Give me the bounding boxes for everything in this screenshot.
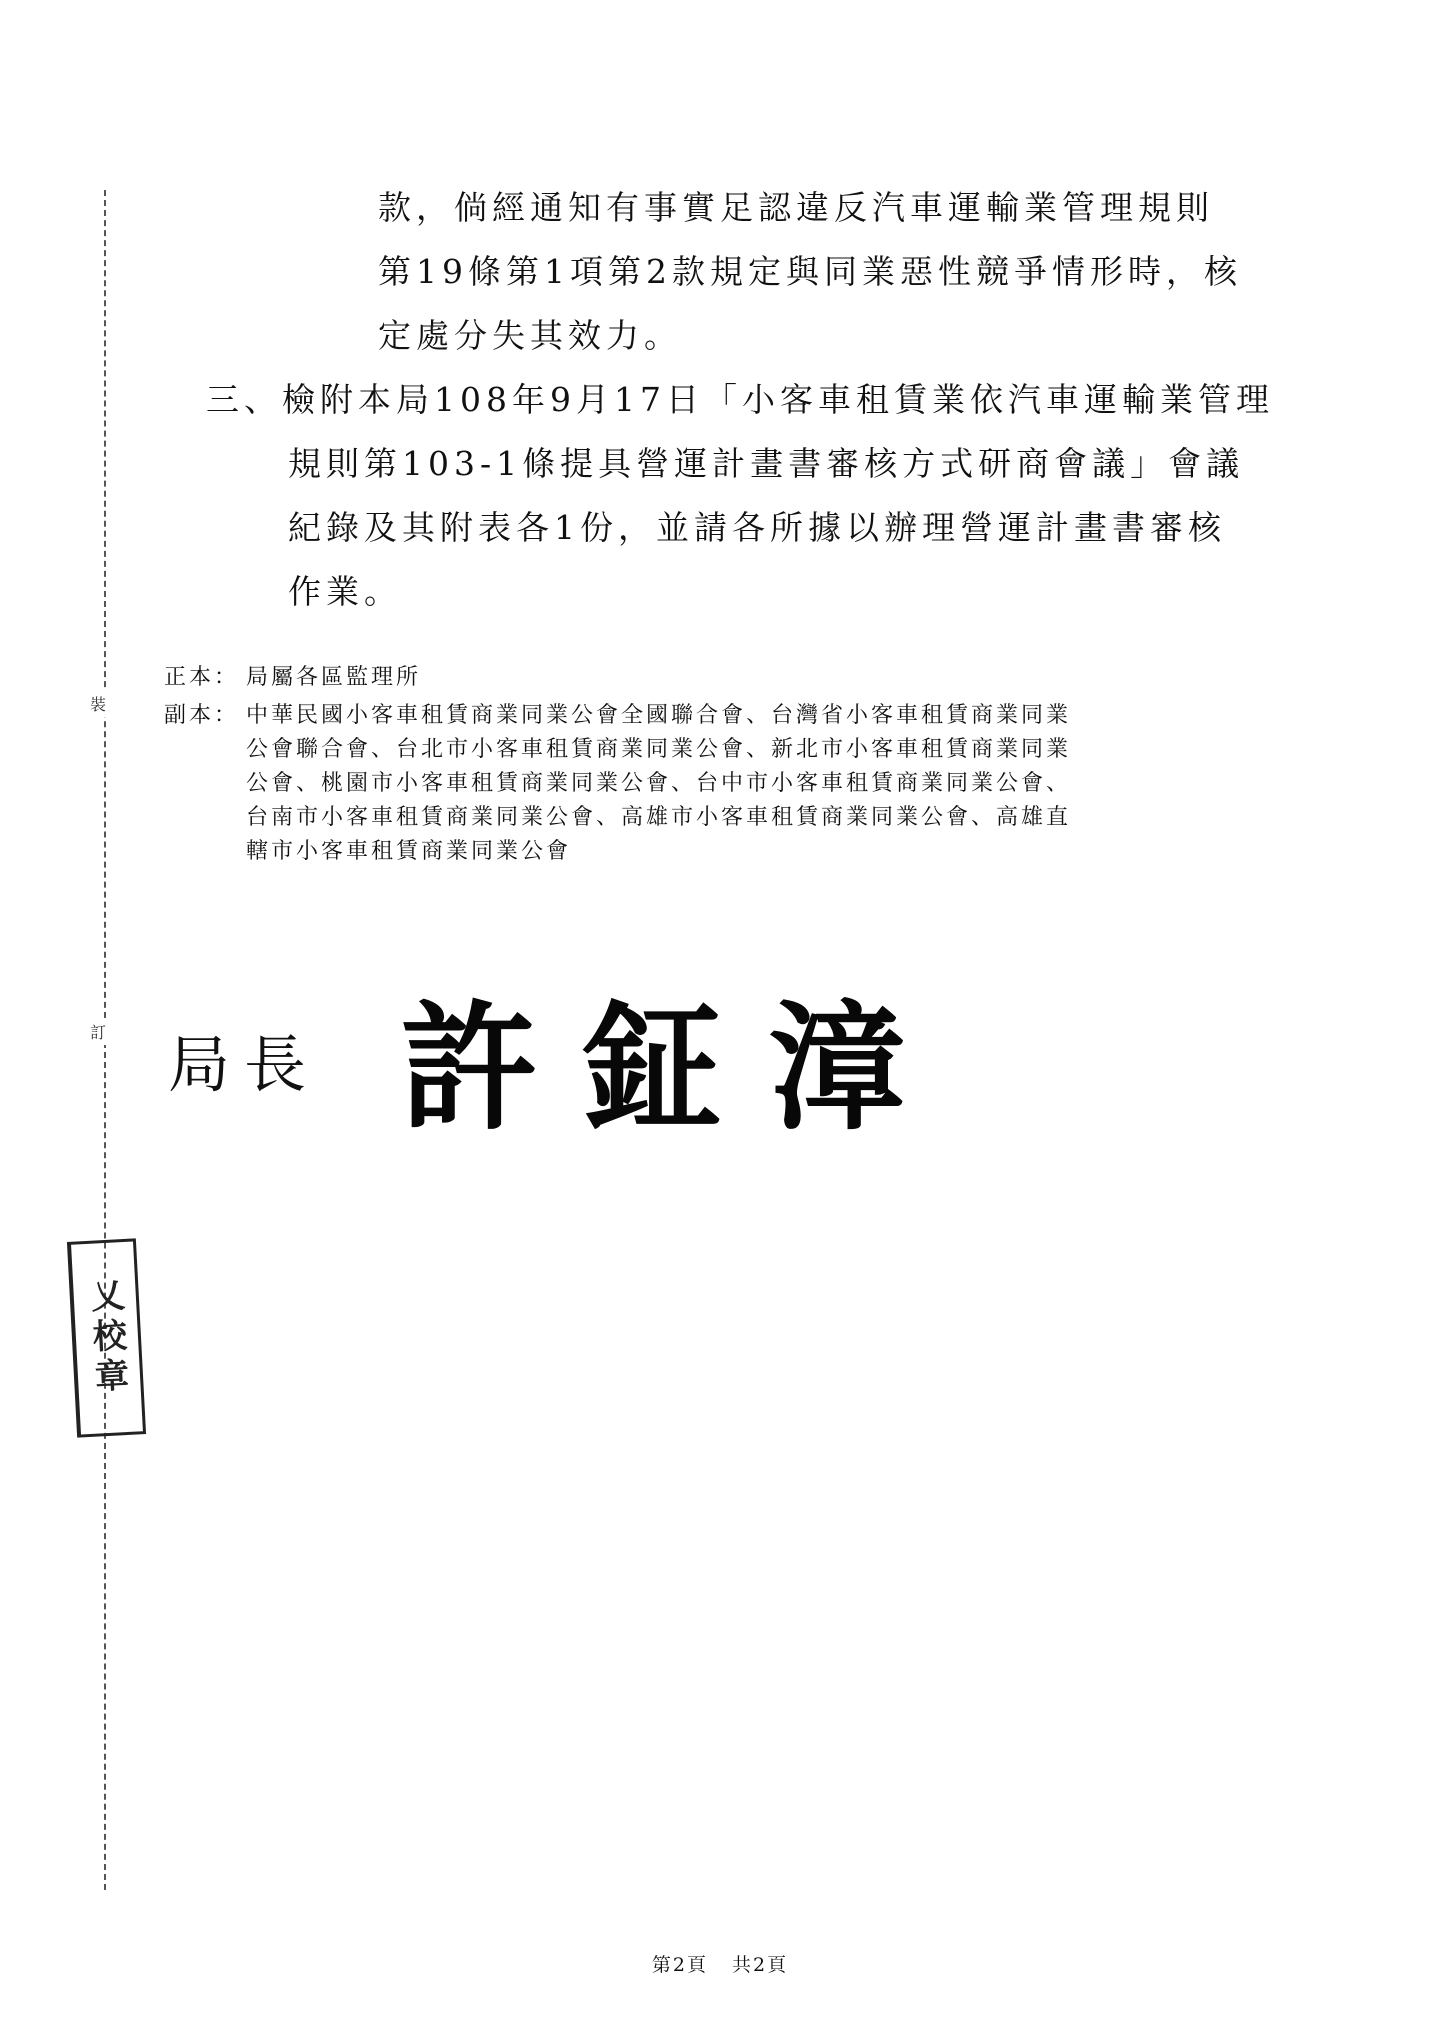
page-number: 第2頁: [651, 1954, 708, 1976]
binding-mark-zhuang: 裝: [90, 690, 106, 717]
proofread-stamp: [67, 1238, 146, 1437]
continuation-line-1: 款，倘經通知有事實足認違反汽車運輸業管理規則: [378, 188, 1214, 227]
copy-recipients-line-3: 公會、桃園市小客車租賃商業同業公會、台中市小客車租賃商業同業公會、: [246, 771, 1072, 796]
main-recipients: 局屬各區監理所: [246, 665, 422, 690]
main-recipient-label: 正本：: [164, 665, 240, 690]
continuation-line-3: 定處分失其效力。: [378, 316, 682, 355]
binding-mark-ding: 訂: [90, 1018, 106, 1045]
page-total: 共2頁: [732, 1954, 789, 1976]
signatory-title: 局長: [168, 1028, 321, 1101]
item-3-line-1: 三、檢附本局108年9月17日「小客車租賃業依汽車運輸業管理: [206, 380, 1274, 419]
signatory-name: 許鉦漳: [400, 986, 953, 1149]
item-3-line-2: 規則第103-1條提具營運計畫書審核方式研商會議」會議: [288, 444, 1245, 483]
copy-recipients-line-2: 公會聯合會、台北市小客車租賃商業同業公會、新北市小客車租賃商業同業: [246, 737, 1072, 762]
continuation-line-2: 第19條第1項第2款規定與同業惡性競爭情形時，核: [378, 252, 1242, 291]
copy-recipients-line-4: 台南市小客車租賃商業同業公會、高雄市小客車租賃商業同業公會、高雄直: [246, 805, 1072, 830]
page-footer: [0, 1950, 1440, 1977]
copy-recipients-line-1: 中華民國小客車租賃商業同業公會全國聯合會、台灣省小客車租賃商業同業: [246, 703, 1072, 728]
stamp-text: 乂校章: [83, 1277, 130, 1399]
copy-recipient-label: 副本：: [164, 703, 240, 728]
copy-recipients-line-5: 轄市小客車租賃商業同業公會: [246, 839, 572, 864]
item-3-line-3: 紀錄及其附表各1份，並請各所據以辦理營運計畫書審核: [288, 508, 1226, 547]
item-3-line-4: 作業。: [288, 572, 402, 611]
